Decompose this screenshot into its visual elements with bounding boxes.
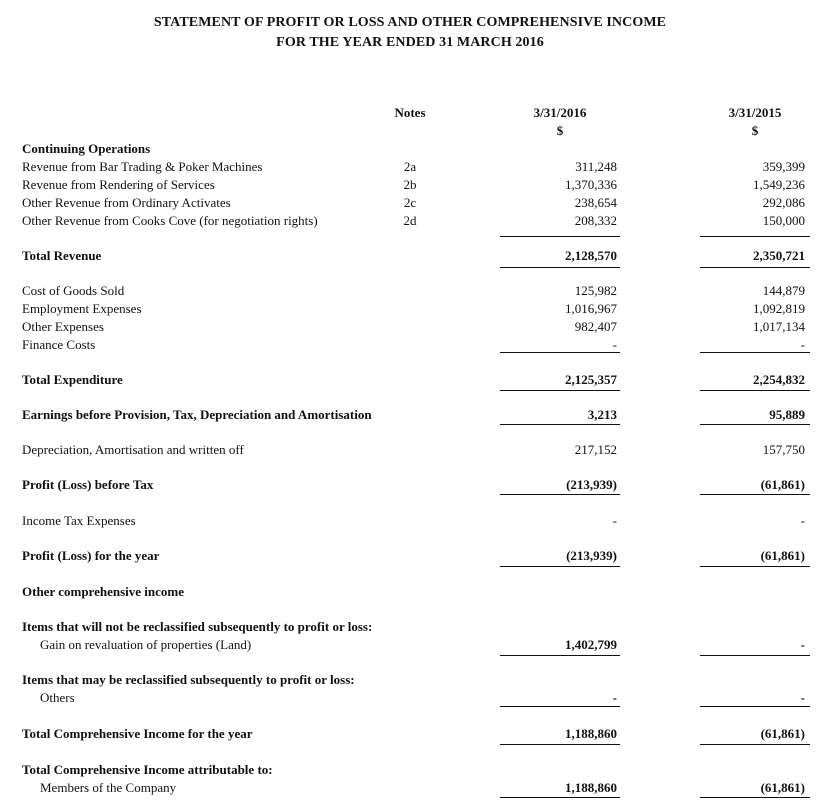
table-row bbox=[0, 159, 820, 177]
column-header-2016: 3/31/2016 bbox=[533, 105, 587, 120]
value-2015: 2,254,832 bbox=[753, 372, 805, 387]
total-rule bbox=[500, 424, 620, 425]
row-label: Other Revenue from Cooks Cove (for negotiation rights) bbox=[22, 213, 318, 228]
row-note: 2c bbox=[403, 195, 417, 210]
value-2016: 982,407 bbox=[574, 319, 617, 334]
total-row bbox=[0, 248, 820, 266]
table-row bbox=[0, 301, 820, 319]
total-row bbox=[0, 407, 820, 425]
value-2016: 2,125,357 bbox=[565, 372, 617, 387]
section-heading bbox=[0, 619, 820, 637]
value-2015: (61,861) bbox=[760, 477, 805, 492]
statement-title: STATEMENT OF PROFIT OR LOSS AND OTHER COMPREHENSIVE INCOME bbox=[153, 15, 667, 30]
row-label: Total Comprehensive Income for the year bbox=[22, 726, 253, 741]
total-rule bbox=[700, 706, 810, 707]
value-2015: 150,000 bbox=[762, 213, 805, 228]
total-rule bbox=[500, 267, 620, 268]
subtotal-rule bbox=[500, 352, 620, 353]
subtotal-rule bbox=[700, 236, 810, 237]
section-heading-oci bbox=[0, 584, 820, 602]
table-row bbox=[0, 195, 820, 213]
row-label: Other Revenue from Ordinary Activates bbox=[22, 195, 231, 210]
value-2015: (61,861) bbox=[760, 548, 805, 563]
value-2016: 3,213 bbox=[587, 407, 617, 422]
total-rule bbox=[500, 390, 620, 391]
value-2016: 1,016,967 bbox=[565, 301, 617, 316]
value-2016: 1,188,860 bbox=[565, 726, 617, 741]
row-label: Revenue from Rendering of Services bbox=[22, 177, 215, 192]
row-label: Members of the Company bbox=[40, 780, 177, 795]
row-note: 2d bbox=[403, 213, 417, 228]
value-2015: 1,017,134 bbox=[753, 319, 805, 334]
notes-column-header: Notes bbox=[394, 105, 426, 120]
total-rule bbox=[500, 655, 620, 656]
row-label: Depreciation, Amortisation and written off bbox=[22, 442, 244, 457]
value-2016: 125,982 bbox=[574, 283, 617, 298]
total-rule bbox=[500, 706, 620, 707]
value-2016: 1,370,336 bbox=[565, 177, 617, 192]
value-2016: (213,939) bbox=[566, 477, 617, 492]
value-2015: - bbox=[800, 513, 805, 528]
table-row bbox=[0, 319, 820, 337]
row-label: Continuing Operations bbox=[22, 141, 151, 156]
currency-unit-2016: $ bbox=[556, 123, 564, 138]
table-row bbox=[0, 637, 820, 655]
row-label: Other Expenses bbox=[22, 319, 104, 334]
value-2016: 2,128,570 bbox=[565, 248, 617, 263]
table-row bbox=[0, 513, 820, 531]
value-2016: 311,248 bbox=[575, 159, 617, 174]
subtotal-rule bbox=[700, 352, 810, 353]
row-label: Income Tax Expenses bbox=[22, 513, 136, 528]
table-row bbox=[0, 690, 820, 708]
row-label: Total Expenditure bbox=[22, 372, 123, 387]
value-2015: 359,399 bbox=[762, 159, 805, 174]
value-2016: 217,152 bbox=[574, 442, 617, 457]
value-2015: 144,879 bbox=[762, 283, 805, 298]
currency-unit-2015: $ bbox=[751, 123, 759, 138]
row-label: Finance Costs bbox=[22, 337, 96, 352]
row-label: Items that may be reclassified subsequently to profit or loss: bbox=[22, 672, 355, 687]
value-2015: - bbox=[800, 690, 805, 705]
value-2016: - bbox=[612, 690, 617, 705]
row-note: 2a bbox=[403, 159, 417, 174]
subtotal-rule bbox=[500, 236, 620, 237]
value-2015: 1,092,819 bbox=[753, 301, 805, 316]
table-row bbox=[0, 442, 820, 460]
table-row bbox=[0, 780, 820, 798]
row-label: Revenue from Bar Trading & Poker Machines bbox=[22, 159, 263, 174]
row-label: Items that will not be reclassified subsequently to profit or loss: bbox=[22, 619, 373, 634]
total-rule bbox=[700, 267, 810, 268]
statement-period: FOR THE YEAR ENDED 31 MARCH 2016 bbox=[276, 35, 544, 50]
row-label: Earnings before Provision, Tax, Depreciation and Amortisation bbox=[22, 407, 372, 422]
row-label: Other comprehensive income bbox=[22, 584, 184, 599]
section-heading bbox=[0, 672, 820, 690]
subtotal-rule bbox=[700, 566, 810, 567]
value-2015: - bbox=[800, 637, 805, 652]
total-rule bbox=[700, 797, 810, 798]
value-2015: 95,889 bbox=[769, 407, 805, 422]
value-2016: (213,939) bbox=[566, 548, 617, 563]
section-heading-continuing-operations bbox=[0, 141, 820, 159]
total-rule bbox=[700, 744, 810, 745]
total-rule bbox=[500, 744, 620, 745]
total-rule bbox=[700, 655, 810, 656]
column-header-2015: 3/31/2015 bbox=[728, 105, 782, 120]
row-label: Gain on revaluation of properties (Land) bbox=[40, 637, 252, 652]
value-2016: - bbox=[612, 513, 617, 528]
value-2016: 238,654 bbox=[574, 195, 617, 210]
table-row bbox=[0, 337, 820, 355]
value-2015: (61,861) bbox=[760, 726, 805, 741]
total-row bbox=[0, 477, 820, 495]
value-2016: - bbox=[612, 337, 617, 352]
row-label: Others bbox=[40, 690, 75, 705]
row-label: Profit (Loss) for the year bbox=[22, 548, 160, 563]
section-heading bbox=[0, 762, 820, 780]
total-row bbox=[0, 372, 820, 390]
total-rule bbox=[700, 424, 810, 425]
row-label: Profit (Loss) before Tax bbox=[22, 477, 154, 492]
value-2015: 157,750 bbox=[762, 442, 805, 457]
table-row bbox=[0, 213, 820, 231]
table-row bbox=[0, 283, 820, 301]
value-2016: 208,332 bbox=[574, 213, 617, 228]
value-2015: - bbox=[800, 337, 805, 352]
row-label: Total Revenue bbox=[22, 248, 102, 263]
row-label: Employment Expenses bbox=[22, 301, 142, 316]
subtotal-rule bbox=[500, 566, 620, 567]
value-2015: 2,350,721 bbox=[753, 248, 805, 263]
value-2015: 292,086 bbox=[762, 195, 805, 210]
row-note: 2b bbox=[403, 177, 417, 192]
total-rule bbox=[700, 390, 810, 391]
row-label: Cost of Goods Sold bbox=[22, 283, 125, 298]
value-2016: 1,402,799 bbox=[565, 637, 617, 652]
total-row bbox=[0, 548, 820, 566]
value-2015: (61,861) bbox=[760, 780, 805, 795]
total-rule bbox=[500, 797, 620, 798]
value-2016: 1,188,860 bbox=[565, 780, 617, 795]
value-2015: 1,549,236 bbox=[753, 177, 805, 192]
table-row bbox=[0, 177, 820, 195]
total-row bbox=[0, 726, 820, 744]
row-label: Total Comprehensive Income attributable to: bbox=[22, 762, 273, 777]
